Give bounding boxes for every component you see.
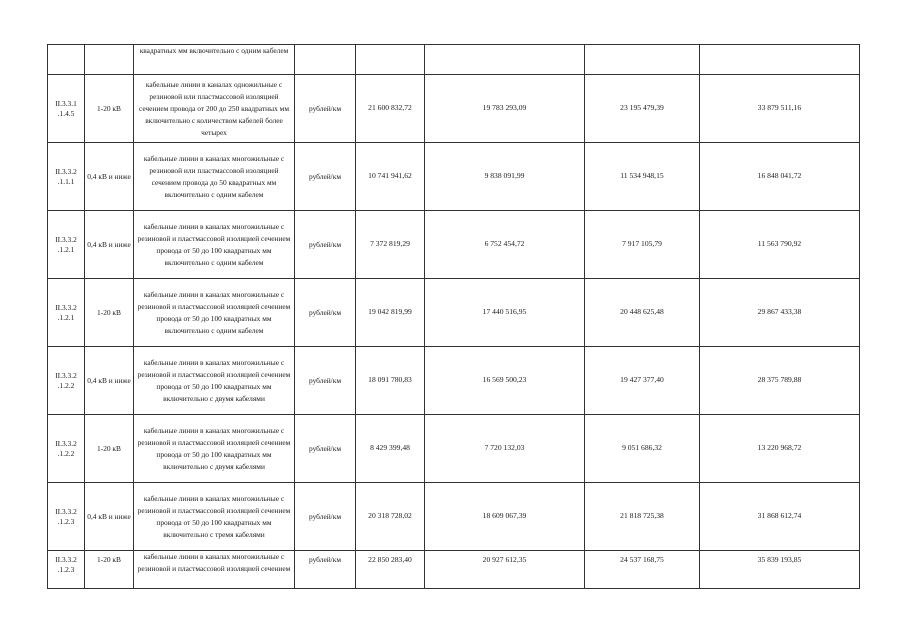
row-value-1: 21 600 832,72 (356, 75, 425, 143)
row-value-3: 24 537 168,75 (585, 551, 700, 589)
row-voltage: 0,4 кВ и ниже (85, 347, 134, 415)
row-value-4: 28 375 789,88 (700, 347, 860, 415)
row-value-4: 11 563 790,92 (700, 211, 860, 279)
row-value-3: 21 818 725,38 (585, 483, 700, 551)
row-code: II.3.3.1 .1.4.5 (48, 75, 85, 143)
row-description: кабельные линии в каналах многожильные с резиновой и пластмассовой изоляцией сечением провода от 50 до 100 квадратных мм включительно с двумя кабелями (134, 415, 295, 483)
row-description: кабельные линии в каналах многожильные с резиновой и пластмассовой изоляцией сечением (134, 551, 295, 589)
row-value-4 (700, 45, 860, 75)
row-code: II.3.3.2 .1.2.2 (48, 347, 85, 415)
row-voltage: 0,4 кВ и ниже (85, 483, 134, 551)
row-value-1: 22 850 283,40 (356, 551, 425, 589)
row-value-3: 7 917 105,79 (585, 211, 700, 279)
row-value-3 (585, 45, 700, 75)
row-description: квадратных мм включительно с одним кабелем (134, 45, 295, 75)
row-unit (295, 45, 356, 75)
row-unit: рублей/км (295, 211, 356, 279)
row-value-1 (356, 45, 425, 75)
row-value-2: 7 720 132,03 (425, 415, 585, 483)
row-value-1: 20 318 728,02 (356, 483, 425, 551)
row-unit: рублей/км (295, 75, 356, 143)
row-voltage: 1-20 кВ (85, 551, 134, 589)
table-row (48, 347, 860, 415)
row-voltage: 0,4 кВ и ниже (85, 143, 134, 211)
row-voltage: 1-20 кВ (85, 415, 134, 483)
row-code (48, 45, 85, 75)
row-code: II.3.3.2 .1.2.3 (48, 483, 85, 551)
row-value-4: 29 867 433,38 (700, 279, 860, 347)
row-value-4: 35 839 193,85 (700, 551, 860, 589)
row-value-2: 19 783 293,09 (425, 75, 585, 143)
row-value-2: 9 838 091,99 (425, 143, 585, 211)
row-description: кабельные линии в каналах одножильные с резиновой или пластмассовой изоляцией сечением провода от 200 до 250 квадратных мм включительно с количеством кабелей более четырех (134, 75, 295, 143)
row-voltage: 1-20 кВ (85, 279, 134, 347)
row-unit: рублей/км (295, 347, 356, 415)
row-value-1: 10 741 941,62 (356, 143, 425, 211)
row-voltage: 0,4 кВ и ниже (85, 211, 134, 279)
row-value-3: 9 051 686,32 (585, 415, 700, 483)
row-value-3: 19 427 377,40 (585, 347, 700, 415)
row-description: кабельные линии в каналах многожильные с резиновой и пластмассовой изоляцией сечением провода от 50 до 100 квадратных мм включительно с одним кабелем (134, 211, 295, 279)
tariff-table (47, 44, 860, 589)
row-value-2: 18 609 067,39 (425, 483, 585, 551)
row-value-3: 11 534 948,15 (585, 143, 700, 211)
table-row (48, 551, 860, 589)
row-value-2: 6 752 454,72 (425, 211, 585, 279)
row-unit: рублей/км (295, 143, 356, 211)
row-value-4: 33 879 511,16 (700, 75, 860, 143)
row-value-1: 18 091 780,83 (356, 347, 425, 415)
table-row (48, 415, 860, 483)
row-value-1: 19 042 819,99 (356, 279, 425, 347)
row-value-1: 8 429 399,48 (356, 415, 425, 483)
table-row (48, 279, 860, 347)
table-row (48, 75, 860, 143)
row-code: II.3.3.2 .1.2.3 (48, 551, 85, 589)
row-value-4: 31 868 612,74 (700, 483, 860, 551)
row-value-2: 17 440 516,95 (425, 279, 585, 347)
table-row (48, 483, 860, 551)
row-voltage: 1-20 кВ (85, 75, 134, 143)
row-unit: рублей/км (295, 551, 356, 589)
row-value-2: 20 927 612,35 (425, 551, 585, 589)
row-code: II.3.3.2 .1.1.1 (48, 143, 85, 211)
row-unit: рублей/км (295, 415, 356, 483)
row-description: кабельные линии в каналах многожильные с резиновой и пластмассовой изоляцией сечением провода от 50 до 100 квадратных мм включительно с тремя кабелями (134, 483, 295, 551)
row-voltage (85, 45, 134, 75)
row-value-2 (425, 45, 585, 75)
row-description: кабельные линии в каналах многожильные с резиновой и пластмассовой изоляцией сечением провода от 50 до 100 квадратных мм включительно с двумя кабелями (134, 347, 295, 415)
row-code: II.3.3.2 .1.2.1 (48, 211, 85, 279)
row-description: кабельные линии в каналах многожильные с резиновой или пластмассовой изоляцией сечением провода до 50 квадратных мм включительно с одним кабелем (134, 143, 295, 211)
row-description: кабельные линии в каналах многожильные с резиновой и пластмассовой изоляцией сечением провода от 50 до 100 квадратных мм включительно с одним кабелем (134, 279, 295, 347)
row-value-3: 20 448 625,48 (585, 279, 700, 347)
row-unit: рублей/км (295, 483, 356, 551)
row-value-4: 16 848 041,72 (700, 143, 860, 211)
row-value-2: 16 569 500,23 (425, 347, 585, 415)
table-row (48, 45, 860, 75)
row-value-3: 23 195 479,39 (585, 75, 700, 143)
row-value-4: 13 220 968,72 (700, 415, 860, 483)
row-code: II.3.3.2 .1.2.1 (48, 279, 85, 347)
table-row (48, 143, 860, 211)
row-code: II.3.3.2 .1.2.2 (48, 415, 85, 483)
row-value-1: 7 372 819,29 (356, 211, 425, 279)
table-row (48, 211, 860, 279)
row-unit: рублей/км (295, 279, 356, 347)
